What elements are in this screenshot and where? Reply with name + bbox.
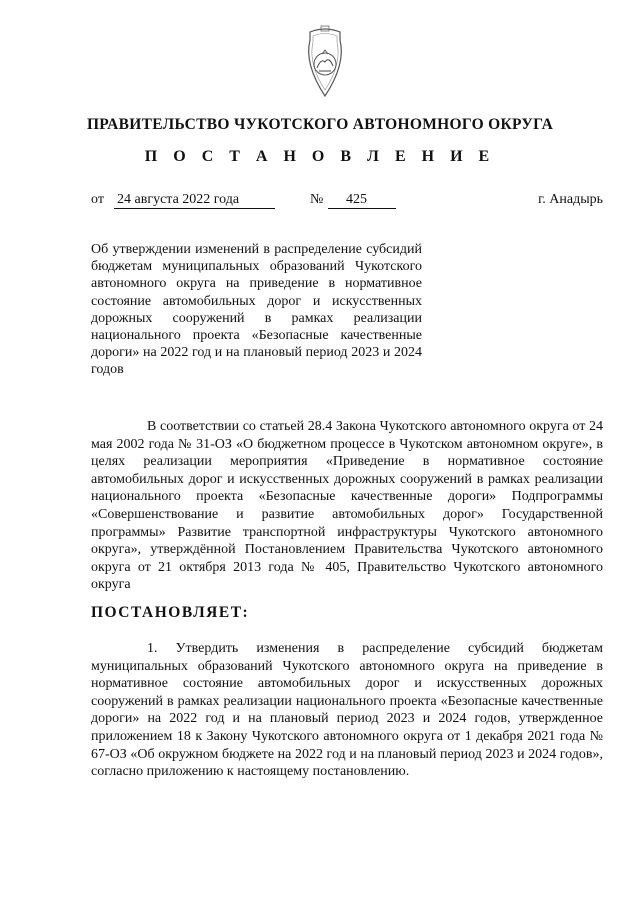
document-date: 24 августа 2022 года	[114, 192, 275, 209]
document-meta	[91, 192, 603, 214]
resolve-heading: ПОСТАНОВЛЯЕТ:	[91, 604, 250, 621]
date-label: от	[91, 192, 104, 207]
organization-title: ПРАВИТЕЛЬСТВО ЧУКОТСКОГО АВТОНОМНОГО ОКРУГА	[86, 116, 554, 133]
preamble-paragraph: В соответствии со статьей 28.4 Закона Чукотского автономного округа от 24 мая 2002 года № 31-ОЗ «О бюджетном процессе в Чукотском автономном округе», в целях реализации мероприятия «Приведение в нормативное состояние автомобильных дорог и искусственных дорожных сооружений в рамках реализации национального проекта «Безопасные качественные дороги» Подпрограммы «Совершенствование и развитие автомобильных дорог» Государственной программы» Развитие транспортной инфраструктуры Чукотского автономного округа», утверждённой Постановлением Правительства Чукотского автономного округа от 21 октября 2013 года № 405, Правительство Чукотского автономного округа	[91, 419, 603, 593]
coat-of-arms-icon	[302, 24, 348, 102]
document-subject: Об утверждении изменений в распределение субсидий бюджетам муниципальных образований Чукотского автономного округа на приведение в нормативное состояние автомобильных дорог и искусственных дорожных сооружений в рамках реализации национального проекта «Безопасные качественные дороги» на 2022 год и на плановый период 2023 и 2024 годов	[91, 242, 422, 378]
document-type: П О С Т А Н О В Л Е Н И Е	[144, 148, 496, 165]
document-number: 425	[328, 192, 396, 209]
resolution-item: 1. Утвердить изменения в распределение субсидий бюджетам муниципальных образований Чукотского автономного округа на приведение в нормативное состояние автомобильных дорог и искусственных дорожных сооружений в рамках реализации национального проекта «Безопасные качественные дороги» на 2022 год и на плановый период 2023 и 2024 годов, утвержденное приложением 18 к Закону Чукотского автономного округа от 1 декабря 2021 года № 67-ОЗ «Об окружном бюджете на 2022 год и на плановый период 2023 и 2024 годов», согласно приложению к настоящему постановлению.	[91, 641, 603, 780]
document-city: г. Анадырь	[538, 192, 603, 207]
number-label: №	[310, 192, 324, 207]
